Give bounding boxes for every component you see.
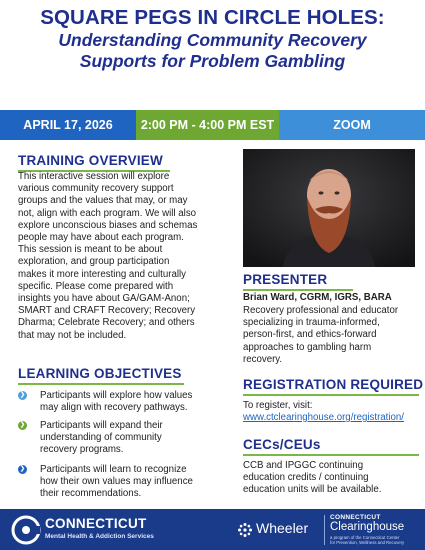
clearinghouse-wordmark: Clearinghouse [330, 521, 405, 533]
header [0, 6, 425, 72]
overview-line: makes it more interesting and culturally [18, 268, 186, 280]
cecs-body [243, 460, 421, 497]
chevron-right-icon: ❯ [19, 422, 26, 428]
wheeler-logo-icon [237, 522, 253, 538]
footer-divider [324, 515, 325, 545]
bio-line: Recovery professional and educator [243, 305, 399, 316]
bio-line: specializing in trauma-informed, [243, 317, 380, 329]
event-time: 2:00 PM - 4:00 PM EST [136, 110, 279, 140]
page-subtitle-line-1: Understanding Community Recovery [58, 30, 367, 50]
overview-line: groups and the values that may, or may [18, 195, 188, 207]
page-subtitle-line-2: Supports for Problem Gambling [79, 51, 346, 71]
registration-prompt: To register, visit: [243, 400, 313, 411]
event-info-bar [0, 110, 425, 140]
event-location: ZOOM [279, 110, 425, 140]
dmhas-subtitle: Mental Health & Addiction Services [45, 533, 154, 540]
training-overview-heading: TRAINING OVERVIEW [18, 153, 163, 168]
chevron-right-icon: ❯ [19, 466, 26, 472]
learning-objectives-rule [18, 383, 184, 385]
bio-line: recovery. [243, 353, 283, 365]
overview-line: SMART and CRAFT Recovery; Recovery [18, 305, 196, 317]
objective-line: Participants will learn to recognize [40, 464, 187, 475]
cecs-line: CCB and IPGGC continuing [243, 460, 364, 471]
clearinghouse-subtitle-line: for Prevention, Wellness and Recovery [330, 540, 405, 545]
overview-line: various community recovery support [18, 183, 174, 195]
chevron-right-icon: ❯ [19, 392, 26, 398]
overview-line: not, align with each program. We will also [18, 207, 197, 219]
overview-line: exploration, and group participation [18, 256, 170, 268]
overview-line: Dharma; Celebrate Recovery; and others [18, 317, 195, 329]
page-title: SQUARE PEGS IN CIRCLE HOLES: [40, 6, 385, 29]
overview-line: specific. Please come prepared with [18, 280, 174, 292]
overview-line: that may not be included. [18, 329, 127, 341]
objective-item [18, 390, 233, 414]
cecs-line: education credits / continuing [243, 472, 369, 484]
objective-line: recovery programs. [40, 444, 124, 455]
bio-line: approaches to gambling harm [243, 341, 372, 353]
objective-item [18, 420, 233, 456]
footer [0, 509, 425, 550]
presenter-heading: PRESENTER [243, 272, 328, 287]
cecs-rule [243, 454, 419, 456]
presenter-portrait [243, 149, 415, 267]
objective-line: Participants will expand their [40, 420, 163, 431]
clearinghouse-subtitle-line: a program of the Connecticut Center [330, 535, 400, 540]
overview-line: explore unconscious biases and schemas [18, 219, 198, 231]
bio-line: person-first, and ethics-forward [243, 329, 377, 341]
presenter-photo [243, 149, 415, 267]
connecticut-logo-icon [11, 515, 41, 545]
presenter-name: Brian Ward, CGRM, IGRS, BARA [243, 292, 392, 303]
overview-line: people may have about each program. [18, 232, 184, 244]
training-overview-body [18, 171, 240, 342]
objective-line: understanding of community [40, 432, 162, 443]
cecs-line: education units will be available. [243, 484, 382, 496]
cecs-heading: CECs/CEUs [243, 437, 321, 452]
registration-rule [243, 394, 419, 396]
presenter-bio [243, 305, 418, 366]
objective-line: Participants will explore how values [40, 390, 193, 401]
overview-line: insights you have about GA/GAM-Anon; [18, 293, 190, 305]
overview-line: This session is meant to be about [18, 244, 163, 256]
objective-item [18, 464, 233, 500]
learning-objectives-heading: LEARNING OBJECTIVES [18, 366, 182, 381]
presenter-rule [243, 289, 353, 291]
objective-line: their recommendations. [40, 488, 142, 499]
connecticut-wordmark: CONNECTICUT [45, 516, 147, 531]
registration-link[interactable]: www.ctclearinghouse.org/registration/ [243, 412, 404, 423]
objective-line: may align with recovery pathways. [40, 402, 188, 413]
clearinghouse-subtitle [330, 535, 422, 545]
clearinghouse-state: CONNECTICUT [330, 514, 381, 521]
objective-line: how their own values may influence [40, 476, 193, 487]
registration-heading: REGISTRATION REQUIRED [243, 377, 424, 392]
overview-line: This interactive session will explore [18, 171, 170, 182]
event-date: APRIL 17, 2026 [0, 110, 136, 140]
wheeler-wordmark: Wheeler [256, 520, 309, 536]
